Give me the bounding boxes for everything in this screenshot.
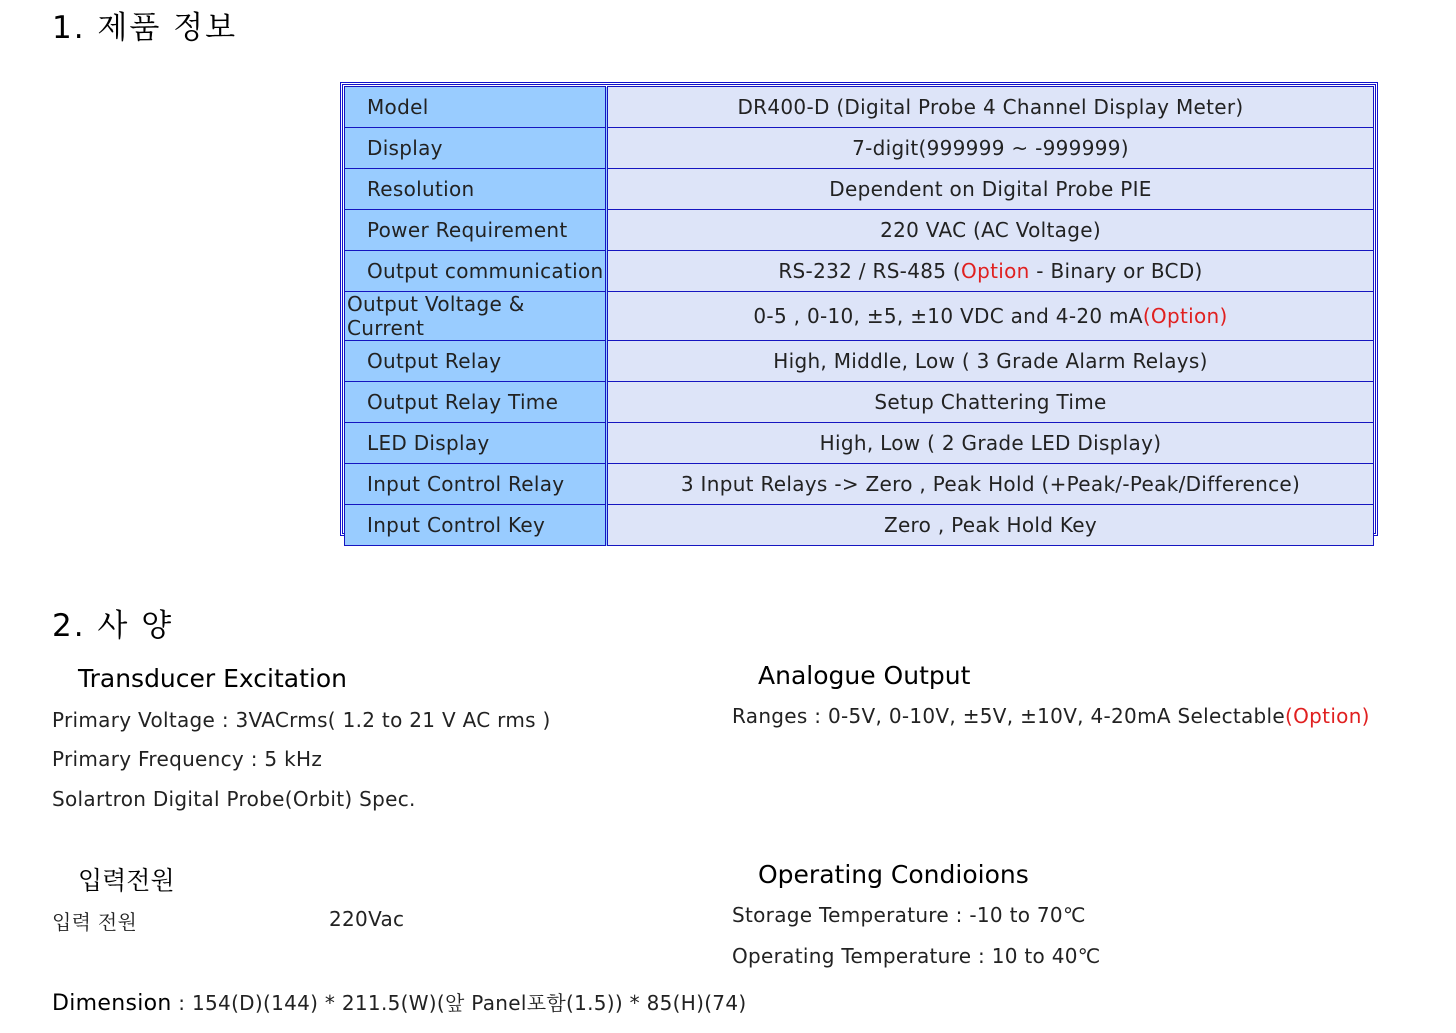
row-value: Zero , Peak Hold Key: [607, 505, 1374, 546]
table-row: [345, 210, 1374, 251]
value-text: RS-232 / RS-485 (: [778, 259, 962, 283]
dimension-label: Dimension: [52, 991, 172, 1016]
value-text: - Binary or BCD): [1029, 259, 1203, 283]
row-label: Output Relay Time: [345, 382, 607, 423]
operating-temperature-text: Operating Temperature : 10 to 40℃: [732, 944, 1101, 968]
row-value: 3 Input Relays -> Zero , Peak Hold (+Peak/-Peak/Difference): [607, 464, 1374, 505]
storage-temperature-text: Storage Temperature : -10 to 70℃: [732, 903, 1086, 927]
row-label: Resolution: [345, 169, 607, 210]
power-input-value: 220Vac: [329, 907, 405, 931]
option-note: (Option): [1142, 304, 1228, 328]
row-label: Input Control Key: [345, 505, 607, 546]
analogue-heading: Analogue Output: [758, 661, 971, 690]
ranges-value: Ranges : 0-5V, 0-10V, ±5V, ±10V, 4-20mA Selectable: [732, 704, 1286, 728]
row-label: Output communication: [345, 251, 607, 292]
row-value: [607, 251, 1374, 292]
table-row: [345, 341, 1374, 382]
row-value: 220 VAC (AC Voltage): [607, 210, 1374, 251]
analogue-ranges-text: [732, 704, 1370, 728]
row-value: Setup Chattering Time: [607, 382, 1374, 423]
table-row: [345, 292, 1374, 341]
row-value: High, Middle, Low ( 3 Grade Alarm Relays): [607, 341, 1374, 382]
table-row: [345, 505, 1374, 546]
power-input-label: 입력 전원: [52, 910, 138, 934]
primary-frequency-text: Primary Frequency : 5 kHz: [52, 747, 323, 771]
dimension-line: [52, 987, 746, 1016]
row-label: Display: [345, 128, 607, 169]
product-info-table: [340, 82, 1378, 536]
row-label: Input Control Relay: [345, 464, 607, 505]
option-note: (Option): [1285, 704, 1370, 728]
primary-voltage-text: Primary Voltage : 3VACrms( 1.2 to 21 V AC rms ): [52, 708, 551, 732]
table-row: [345, 423, 1374, 464]
table-row: [345, 169, 1374, 210]
row-label: LED Display: [345, 423, 607, 464]
table-row: [345, 251, 1374, 292]
transducer-heading: Transducer Excitation: [78, 664, 347, 693]
row-label: Output Relay: [345, 341, 607, 382]
row-value: High, Low ( 2 Grade LED Display): [607, 423, 1374, 464]
table-row: [345, 382, 1374, 423]
row-label: Output Voltage & Current: [345, 292, 607, 341]
section1-title: 1. 제품 정보: [52, 10, 238, 46]
power-input-heading: 입력전원: [78, 866, 175, 895]
section2-title: 2. 사 양: [52, 608, 174, 644]
option-note: Option: [961, 259, 1030, 283]
row-label: Model: [345, 87, 607, 128]
row-label: Power Requirement: [345, 210, 607, 251]
probe-spec-text: Solartron Digital Probe(Orbit) Spec.: [52, 787, 416, 811]
value-text: 0-5 , 0-10, ±5, ±10 VDC and 4-20 mA: [753, 304, 1143, 328]
table-row: [345, 464, 1374, 505]
row-value: 7-digit(999999 ~ -999999): [607, 128, 1374, 169]
row-value: Dependent on Digital Probe PIE: [607, 169, 1374, 210]
row-value: DR400-D (Digital Probe 4 Channel Display Meter): [607, 87, 1374, 128]
table-row: [345, 87, 1374, 128]
row-value: [607, 292, 1374, 341]
dimension-value: : 154(D)(144) * 211.5(W)(앞 Panel포함(1.5)) * 85(H)(74): [171, 991, 747, 1015]
operating-heading: Operating Condioions: [758, 860, 1029, 889]
table-row: [345, 128, 1374, 169]
